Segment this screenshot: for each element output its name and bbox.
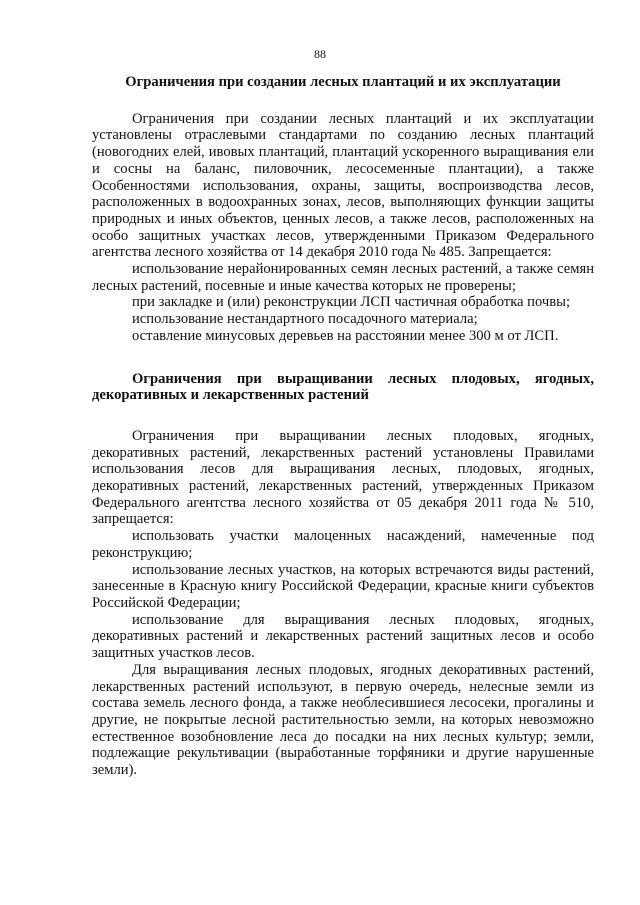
section-heading: Ограничения при создании лесных плантаций и их эксплуатации (125, 74, 561, 90)
section-fruit-berry-plants (92, 371, 594, 779)
paragraph: Для выращивания лесных плодовых, ягодных декоративных растений, лекарственных растений используют, в первую очередь, нелесные земли из состава земель лесного фонда, а также необлесившиеся лесосеки, прогалины и другие, не покрытые лесной растительностью земли, на которых невозможно естественное возобновление леса до посадки на них лесных культур; земли, подлежащие рекультивации (выработанные торфяники и другие нарушенные земли). (92, 661, 594, 779)
section-forest-plantations (92, 74, 594, 345)
paragraph: использование нерайонированных семян лесных растений, а также семян лесных растений, посевные и иные качества которых не проверены; (92, 261, 594, 294)
page-number: 88 (314, 47, 326, 61)
paragraph: использование для выращивания лесных плодовых, ягодных, декоративных растений и лекарственных растений защитных лесов и особо защитных участков лесов. (92, 611, 594, 662)
paragraph: при закладке и (или) реконструкции ЛСП частичная обработка почвы; (132, 294, 571, 311)
paragraph: использование лесных участков, на которых встречаются виды растений, занесенные в Красную книгу Российской Федерации, красные книги субъектов Российской Федерации; (92, 561, 594, 611)
paragraph: Ограничения при выращивании лесных плодовых, ягодных, декоративных растений, лекарственных растений установлены Правилами использования лесов для выращивания лесных, плодовых, ягодных, декоративных растений, лекарственных растений, утвержденных Приказом Федерального агентства лесного хозяйства от 05 декабря 2011 года № 510, запрещается: (92, 427, 594, 528)
paragraph: оставление минусовых деревьев на расстоянии менее 300 м от ЛСП. (132, 327, 559, 344)
paragraph: Ограничения при создании лесных плантаций и их эксплуатации установлены отраслевыми стандартами по созданию лесных плантаций (новогодних елей, ивовых плантаций, плантаций ускоренного выращивания ели и сосны на баланс, пиловочник, лесосеменные плантации), а также Особенностями использования, охраны, защиты, воспроизводства лесов, расположенных в водоохранных зонах, лесов, выполняющих функции защиты природных и иных объектов, ценных лесов, а также лесов, расположенных на особо защитных участках лесов, утвержденными Приказом Федерального агентства лесного хозяйства от 14 декабря 2010 года № 485. Запрещается: (92, 110, 594, 261)
paragraph: использование нестандартного посадочного материала; (132, 311, 478, 328)
section-heading: Ограничения при выращивании лесных плодовых, ягодных, декоративных и лекарственных растений (92, 370, 594, 404)
page-content (92, 74, 594, 779)
paragraph: использовать участки малоценных насаждений, намеченные под реконструкцию; (92, 528, 594, 561)
